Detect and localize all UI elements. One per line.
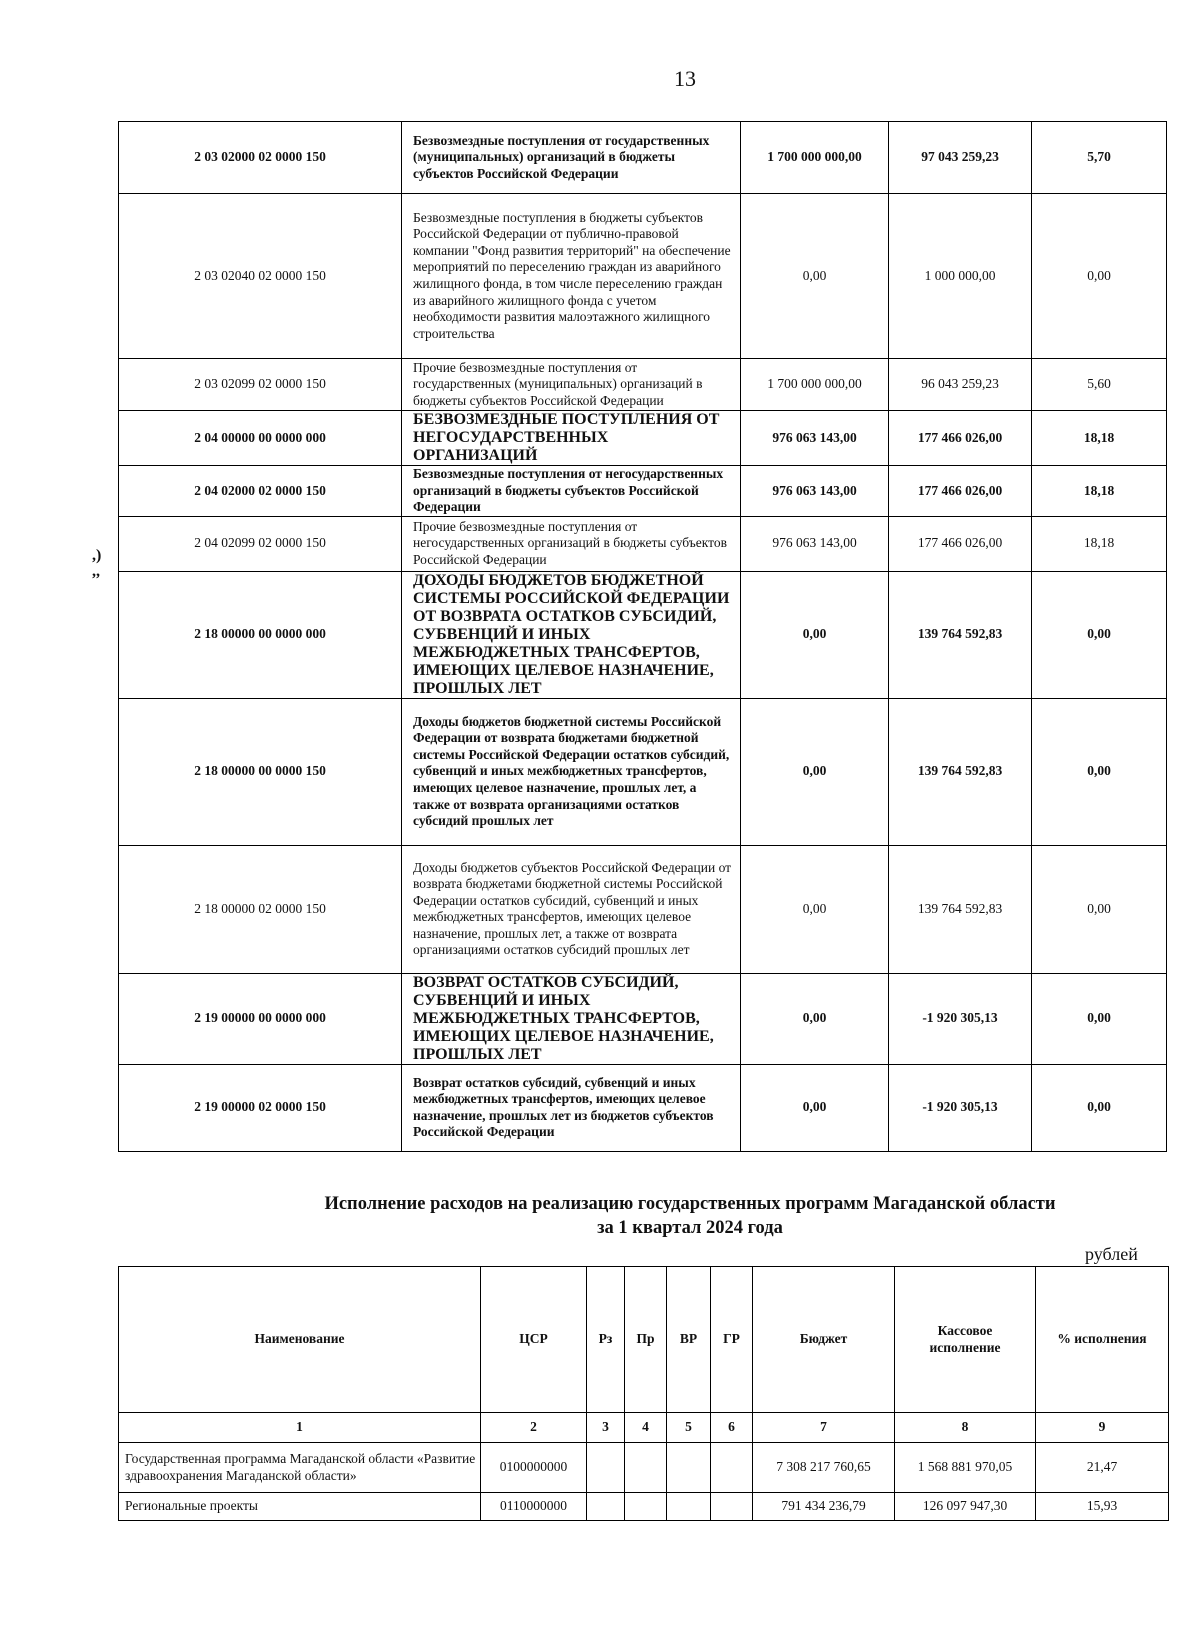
percent-value: 0,00 — [1032, 698, 1167, 845]
header-cell: Наименование — [119, 1267, 481, 1413]
budget-code: 2 18 00000 02 0000 150 — [119, 845, 402, 973]
percent-value: 18,18 — [1032, 466, 1167, 517]
header-cell: Кассовое исполнение — [895, 1267, 1036, 1413]
budget-code: 2 19 00000 02 0000 150 — [119, 1064, 402, 1151]
program-name: Государственная программа Магаданской области «Развитие здравоохранения Магаданской области» — [119, 1443, 481, 1493]
budget-code: 2 03 02000 02 0000 150 — [119, 122, 402, 194]
income-name: Прочие безвозмездные поступления от негосударственных организаций в бюджеты субъектов Российской Федерации — [402, 516, 741, 571]
income-name: Безвозмездные поступления от негосударственных организаций в бюджеты субъектов Российской Федерации — [402, 466, 741, 517]
fact-value: 97 043 259,23 — [889, 122, 1032, 194]
column-number: 4 — [625, 1413, 667, 1443]
pr-cell — [625, 1493, 667, 1521]
column-number-row — [119, 1413, 1169, 1443]
plan-value: 0,00 — [741, 698, 889, 845]
section-title — [270, 1192, 1110, 1240]
budget-code: 2 18 00000 00 0000 000 — [119, 571, 402, 698]
plan-value: 0,00 — [741, 194, 889, 359]
program-name: Региональные проекты — [119, 1493, 481, 1521]
percent-value: 18,18 — [1032, 516, 1167, 571]
percent-value: 5,70 — [1032, 122, 1167, 194]
percent-value: 15,93 — [1036, 1493, 1169, 1521]
column-number: 5 — [667, 1413, 711, 1443]
table-row — [119, 516, 1167, 571]
fact-value: 139 764 592,83 — [889, 571, 1032, 698]
table-row — [119, 698, 1167, 845]
header-cell: Пр — [625, 1267, 667, 1413]
fact-value: -1 920 305,13 — [889, 1064, 1032, 1151]
gr-cell — [711, 1443, 753, 1493]
table-row — [119, 411, 1167, 466]
column-number: 7 — [753, 1413, 895, 1443]
vr-cell — [667, 1493, 711, 1521]
fact-value: 177 466 026,00 — [889, 516, 1032, 571]
table-row — [119, 359, 1167, 411]
column-number: 1 — [119, 1413, 481, 1443]
plan-value: 0,00 — [741, 973, 889, 1064]
section-title-line-1: Исполнение расходов на реализацию государственных программ Магаданской области — [324, 1194, 1056, 1214]
fact-value: 96 043 259,23 — [889, 359, 1032, 411]
column-number: 3 — [587, 1413, 625, 1443]
percent-value: 0,00 — [1032, 571, 1167, 698]
budget-code: 2 04 02099 02 0000 150 — [119, 516, 402, 571]
budget-value: 7 308 217 760,65 — [753, 1443, 895, 1493]
income-name: Безвозмездные поступления от государственных (муниципальных) организаций в бюджеты субъектов Российской Федерации — [402, 122, 741, 194]
plan-value: 976 063 143,00 — [741, 516, 889, 571]
table-row — [119, 973, 1167, 1064]
header-cell: Бюджет — [753, 1267, 895, 1413]
fact-value: -1 920 305,13 — [889, 973, 1032, 1064]
income-name: Доходы бюджетов субъектов Российской Федерации от возврата бюджетами бюджетной системы Российской Федерации остатков субсидий, субвенций и иных межбюджетных трансфертов, имеющих целевое назначение, прошлых лет, а также от возврата организациями остатков субсидий прошлых лет — [402, 845, 741, 973]
pr-cell — [625, 1443, 667, 1493]
budget-code: 2 03 02099 02 0000 150 — [119, 359, 402, 411]
margin-mark: ,) ,, — [92, 547, 102, 580]
column-number: 9 — [1036, 1413, 1169, 1443]
csr-code: 0110000000 — [481, 1493, 587, 1521]
income-name: Доходы бюджетов бюджетной системы Российской Федерации от возврата бюджетами бюджетной системы Российской Федерации остатков субсидий, субвенций и иных межбюджетных трансфертов, имеющих целевое назначение, прошлых лет, а также от возврата организациями остатков субсидий прошлых лет — [402, 698, 741, 845]
rz-cell — [587, 1493, 625, 1521]
plan-value: 976 063 143,00 — [741, 466, 889, 517]
rz-cell — [587, 1443, 625, 1493]
percent-value: 21,47 — [1036, 1443, 1169, 1493]
header-cell: % исполнения — [1036, 1267, 1169, 1413]
income-table — [118, 121, 1167, 1152]
column-number: 2 — [481, 1413, 587, 1443]
percent-value: 18,18 — [1032, 411, 1167, 466]
fact-value: 1 000 000,00 — [889, 194, 1032, 359]
gr-cell — [711, 1493, 753, 1521]
income-name: БЕЗВОЗМЕЗДНЫЕ ПОСТУПЛЕНИЯ ОТ НЕГОСУДАРСТВЕННЫХ ОРГАНИЗАЦИЙ — [402, 411, 741, 466]
column-number: 6 — [711, 1413, 753, 1443]
plan-value: 976 063 143,00 — [741, 411, 889, 466]
income-name: Возврат остатков субсидий, субвенций и иных межбюджетных трансфертов, имеющих целевое назначение, прошлых лет из бюджетов субъектов Российской Федерации — [402, 1064, 741, 1151]
budget-code: 2 19 00000 00 0000 000 — [119, 973, 402, 1064]
plan-value: 1 700 000 000,00 — [741, 359, 889, 411]
percent-value: 0,00 — [1032, 973, 1167, 1064]
income-name: Безвозмездные поступления в бюджеты субъектов Российской Федерации от публично-правовой компании "Фонд развития территорий" на обеспечение мероприятий по переселению граждан из аварийного жилищного фонда, в том числе переселению граждан из аварийного жилищного фонда с учетом необходимости развития малоэтажного жилищного строительства — [402, 194, 741, 359]
plan-value: 0,00 — [741, 571, 889, 698]
page-number: 13 — [674, 66, 696, 91]
percent-value: 0,00 — [1032, 845, 1167, 973]
table-row — [119, 194, 1167, 359]
income-name: ВОЗВРАТ ОСТАТКОВ СУБСИДИЙ, СУБВЕНЦИЙ И ИНЫХ МЕЖБЮДЖЕТНЫХ ТРАНСФЕРТОВ, ИМЕЮЩИХ ЦЕЛЕВОЕ НАЗНАЧЕНИЕ, ПРОШЛЫХ ЛЕТ — [402, 973, 741, 1064]
budget-code: 2 04 02000 02 0000 150 — [119, 466, 402, 517]
cash-value: 126 097 947,30 — [895, 1493, 1036, 1521]
table-row — [119, 571, 1167, 698]
plan-value: 1 700 000 000,00 — [741, 122, 889, 194]
budget-value: 791 434 236,79 — [753, 1493, 895, 1521]
percent-value: 5,60 — [1032, 359, 1167, 411]
percent-value: 0,00 — [1032, 194, 1167, 359]
section-title-line-2: за 1 квартал 2024 года — [597, 1218, 783, 1238]
fact-value: 139 764 592,83 — [889, 698, 1032, 845]
budget-code: 2 18 00000 00 0000 150 — [119, 698, 402, 845]
income-name: ДОХОДЫ БЮДЖЕТОВ БЮДЖЕТНОЙ СИСТЕМЫ РОССИЙСКОЙ ФЕДЕРАЦИИ ОТ ВОЗВРАТА ОСТАТКОВ СУБСИДИЙ, СУБВЕНЦИЙ И ИНЫХ МЕЖБЮДЖЕТНЫХ ТРАНСФЕРТОВ, ИМЕЮЩИХ ЦЕЛЕВОЕ НАЗНАЧЕНИЕ, ПРОШЛЫХ ЛЕТ — [402, 571, 741, 698]
budget-code: 2 04 00000 00 0000 000 — [119, 411, 402, 466]
budget-code: 2 03 02040 02 0000 150 — [119, 194, 402, 359]
fact-value: 177 466 026,00 — [889, 411, 1032, 466]
header-cell: ГР — [711, 1267, 753, 1413]
percent-value: 0,00 — [1032, 1064, 1167, 1151]
table-row — [119, 1493, 1169, 1521]
fact-value: 177 466 026,00 — [889, 466, 1032, 517]
plan-value: 0,00 — [741, 1064, 889, 1151]
table-row — [119, 466, 1167, 517]
plan-value: 0,00 — [741, 845, 889, 973]
csr-code: 0100000000 — [481, 1443, 587, 1493]
expense-table — [118, 1266, 1169, 1521]
header-cell: ЦСР — [481, 1267, 587, 1413]
column-number: 8 — [895, 1413, 1036, 1443]
header-cell: Рз — [587, 1267, 625, 1413]
table-row — [119, 1443, 1169, 1493]
cash-value: 1 568 881 970,05 — [895, 1443, 1036, 1493]
vr-cell — [667, 1443, 711, 1493]
table-row — [119, 845, 1167, 973]
units-label: рублей — [1085, 1244, 1138, 1264]
expense-header-row — [119, 1267, 1169, 1413]
table-row — [119, 122, 1167, 194]
fact-value: 139 764 592,83 — [889, 845, 1032, 973]
header-cell: ВР — [667, 1267, 711, 1413]
table-row — [119, 1064, 1167, 1151]
income-name: Прочие безвозмездные поступления от государственных (муниципальных) организаций в бюджеты субъектов Российской Федерации — [402, 359, 741, 411]
